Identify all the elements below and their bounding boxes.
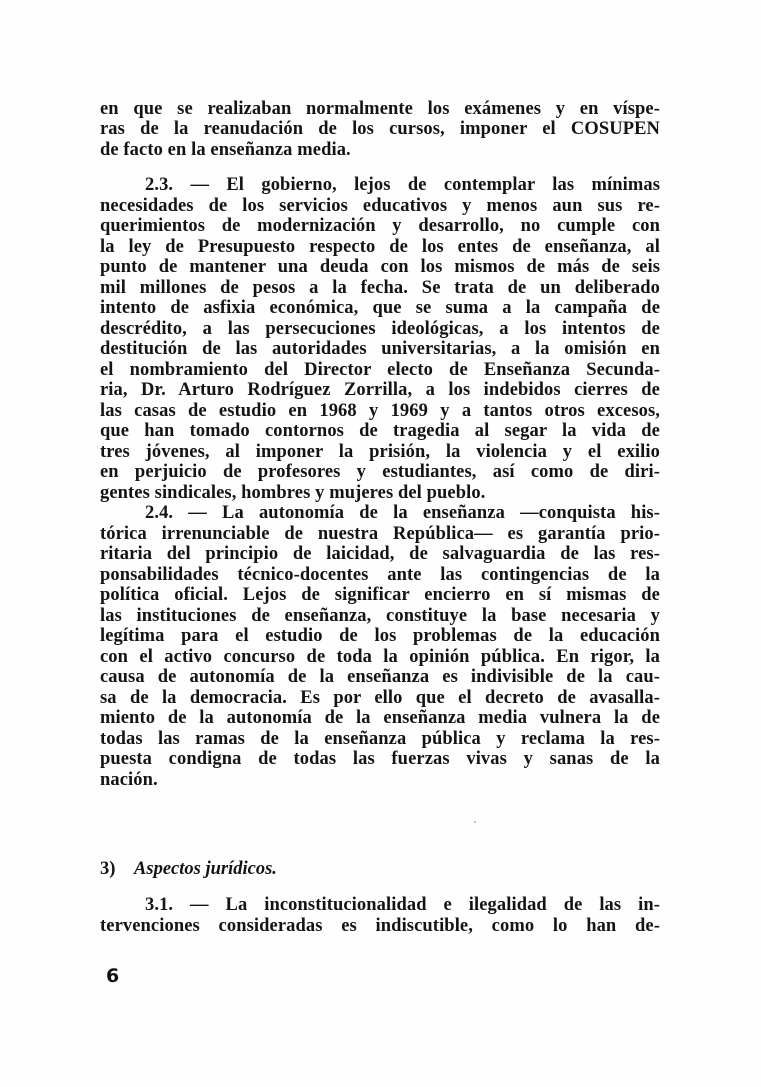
- text-line: tres jóvenes, al imponer la prisión, la violencia y el exilio: [100, 442, 660, 462]
- section-heading: [100, 859, 277, 879]
- text-line: 2.4. — La autonomía de la enseñanza —conquista his-: [145, 503, 660, 523]
- text-line: ritaria del principio de laicidad, de salvaguardia de las res-: [100, 544, 660, 564]
- heading-number: 3): [100, 859, 116, 879]
- text-line: política oficial. Lejos de significar encierro en sí mismas de: [100, 585, 660, 605]
- page-number: 6: [106, 965, 120, 987]
- text-line: sa de la democracia. Es por ello que el decreto de avasalla-: [100, 688, 660, 708]
- text-line: puesta condigna de todas las fuerzas vivas y sanas de la: [100, 749, 660, 769]
- text-line: mil millones de pesos a la fecha. Se trata de un deliberado: [100, 278, 660, 298]
- text-line: con el activo concurso de toda la opinión pública. En rigor, la: [100, 647, 660, 667]
- text-line: de facto en la enseñanza media.: [100, 140, 351, 160]
- text-line: en que se realizaban normalmente los exámenes y en víspe-: [100, 99, 660, 119]
- text-line: en perjuicio de profesores y estudiantes, así como de diri-: [100, 462, 660, 482]
- text-line: tórica irrenunciable de nuestra República— es garantía prio-: [100, 524, 660, 544]
- text-line: causa de autonomía de la enseñanza es indivisible de la cau-: [100, 667, 660, 687]
- scan-speck: [474, 821, 476, 823]
- text-line: que han tomado contornos de tragedia al segar la vida de: [100, 421, 660, 441]
- text-line: 3.1. — La inconstitucionalidad e ilegalidad de las in-: [145, 895, 660, 915]
- text-line: ras de la reanudación de los cursos, imponer el COSUPEN: [100, 119, 660, 139]
- text-line: intento de asfixia económica, que se suma a la campaña de: [100, 298, 660, 318]
- text-line: todas las ramas de la enseñanza pública y reclama la res-: [100, 729, 660, 749]
- text-line: miento de la autonomía de la enseñanza media vulnera la de: [100, 708, 660, 728]
- heading-title: Aspectos jurídicos.: [134, 859, 277, 879]
- text-line: ria, Dr. Arturo Rodríguez Zorrilla, a los indebidos cierres de: [100, 380, 660, 400]
- text-line: necesidades de los servicios educativos y menos aun sus re-: [100, 196, 660, 216]
- text-line: nación.: [100, 770, 158, 790]
- text-line: descrédito, a las persecuciones ideológicas, a los intentos de: [100, 319, 660, 339]
- text-line: destitución de las autoridades universitarias, a la omisión en: [100, 339, 660, 359]
- text-line: la ley de Presupuesto respecto de los entes de enseñanza, al: [100, 237, 660, 257]
- text-line: legítima para el estudio de los problemas de la educación: [100, 626, 660, 646]
- text-line: 2.3. — El gobierno, lejos de contemplar las mínimas: [145, 175, 660, 195]
- text-line: punto de mantener una deuda con los mismos de más de seis: [100, 257, 660, 277]
- text-line: querimientos de modernización y desarrollo, no cumple con: [100, 216, 660, 236]
- text-line: tervenciones consideradas es indiscutible, como lo han de-: [100, 916, 660, 936]
- text-line: las instituciones de enseñanza, constituye la base necesaria y: [100, 606, 660, 626]
- text-line: el nombramiento del Director electo de Enseñanza Secunda-: [100, 360, 660, 380]
- text-line: ponsabilidades técnico-docentes ante las contingencias de la: [100, 565, 660, 585]
- text-line: gentes sindicales, hombres y mujeres del pueblo.: [100, 483, 486, 503]
- text-line: las casas de estudio en 1968 y 1969 y a tantos otros excesos,: [100, 401, 660, 421]
